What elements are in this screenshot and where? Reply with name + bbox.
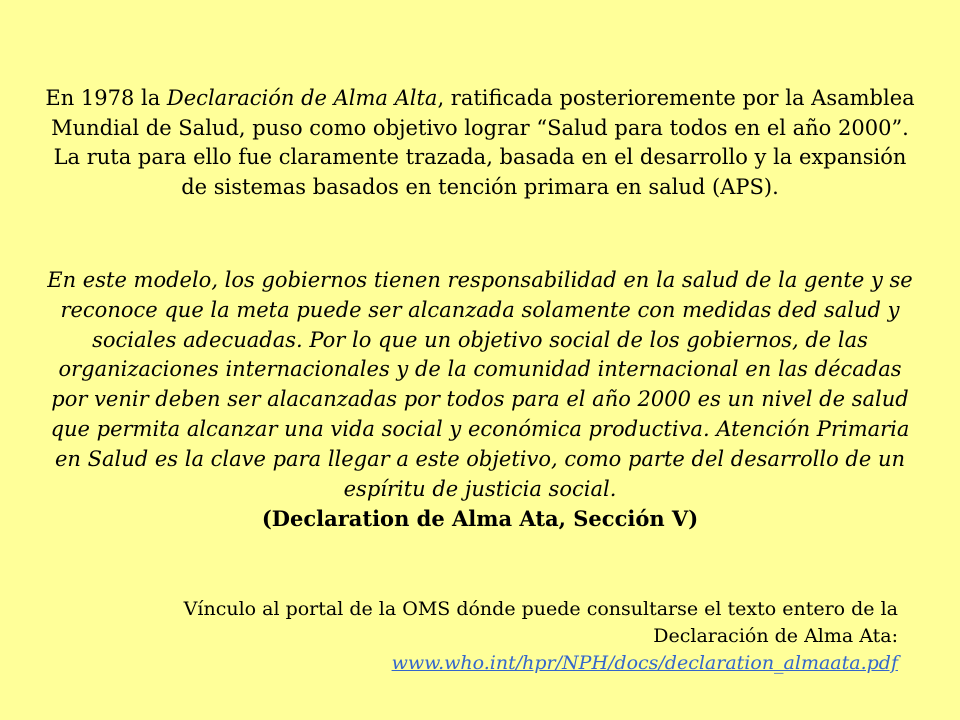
footer-text: Vínculo al portal de la OMS dónde puede consultarse el texto entero de la Declaración de Alma Ata: bbox=[183, 598, 898, 647]
intro-rest: , ratificada posterioremente por la Asamblea Mundial de Salud, puso como objetivo lograr “Salud para todos en el año 2000”. La ruta para ello fue claramente trazada, basada en el desarrollo y la expansión de sistemas basados en tención primara en salud (APS). bbox=[51, 86, 915, 199]
declaration-title: Declaración de Alma Alta bbox=[166, 86, 438, 110]
quote-text: En este modelo, los gobiernos tienen responsabilidad en la salud de la gente y se reconoce que la meta puede ser alcanzada solamente con medidas ded salud y sociales adecuadas. Por lo que un objetivo social de los gobiernos, de las organizaciones internacionales y de la comunidad internacional en las décadas por venir deben ser alacanzadas por todos para el año 2000 es un nivel de salud que permita alcanzar una vida social y económica productiva. Atención Primaria en Salud es la clave para llegar a este objetivo, como parte del desarrollo de un espíritu de justicia social. bbox=[47, 268, 913, 501]
intro-paragraph bbox=[40, 84, 920, 202]
footer-note bbox=[78, 596, 898, 677]
quote-citation: (Declaration de Alma Ata, Sección V) bbox=[261, 506, 699, 532]
declaration-link[interactable]: www.who.int/hpr/NPH/docs/declaration_almaata.pdf bbox=[391, 652, 898, 674]
quote-paragraph bbox=[40, 266, 920, 534]
intro-lead: En 1978 la bbox=[45, 86, 167, 110]
